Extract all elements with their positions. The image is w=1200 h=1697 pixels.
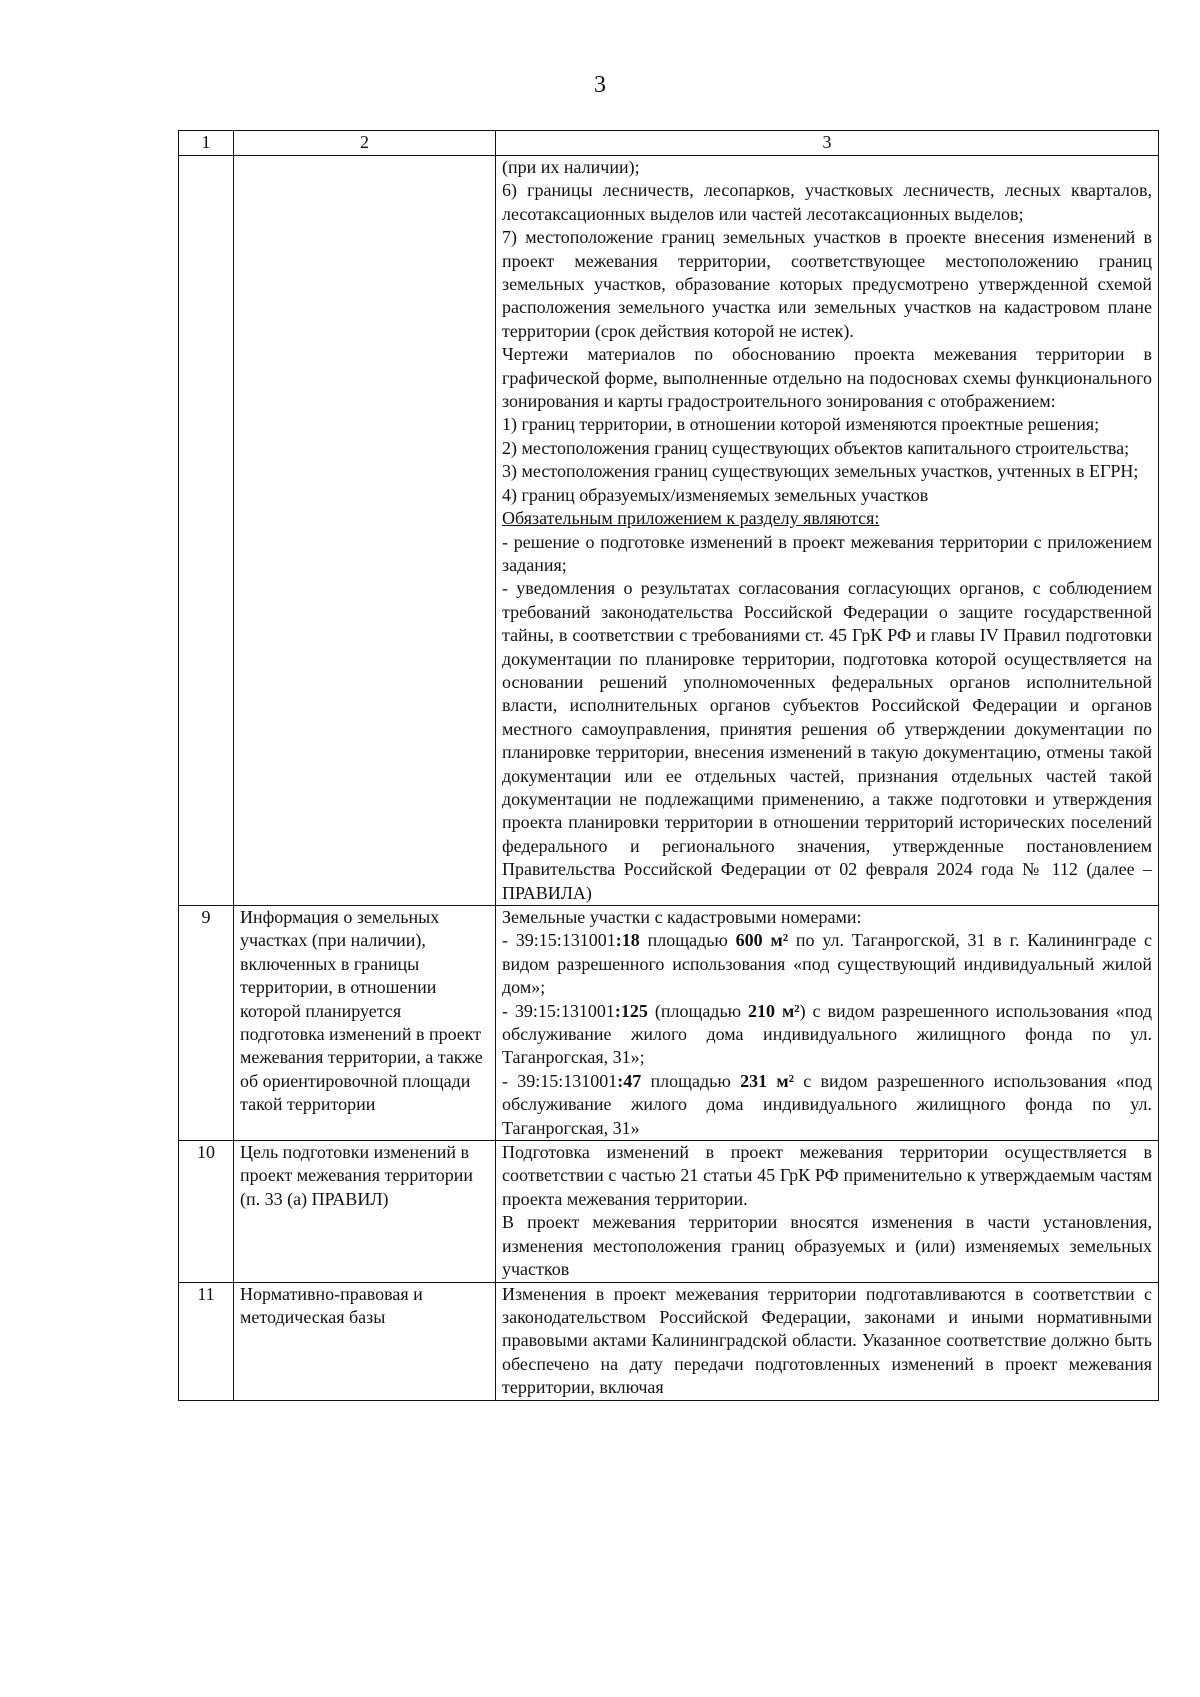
paragraph: 4) границ образуемых/изменяемых земельных участков (502, 484, 929, 505)
land-plot-item: - 39:15:131001:125 (площадью 210 м²) с видом разрешенного использования «под обслуживание жилого дома индивидуального жилищного фонда по ул. Таганрогская, 31»; (502, 1000, 1152, 1068)
paragraph: Земельные участки с кадастровыми номерами: (502, 907, 862, 927)
table-row-continued (179, 156, 1159, 906)
land-plot-item: - 39:15:131001:47 площадью 231 м² с видом разрешенного использования «под обслуживание жилого дома индивидуального жилищного фонда по ул. Таганрогская, 31» (502, 1070, 1153, 1138)
paragraph: (при их наличии); (502, 157, 640, 177)
paragraph: - решение о подготовке изменений в проект межевания территории с приложением задания; (502, 531, 1152, 575)
row-9-content (496, 906, 1159, 1141)
table-row-9 (179, 906, 1159, 1141)
paragraph: В проект межевания территории вносятся изменения в части установления, изменения местоположения границ образуемых и (или) изменяемых земельных участков (502, 1212, 1152, 1280)
header-col-1: 1 (179, 131, 234, 156)
row-10-num: 10 (179, 1141, 234, 1282)
paragraph: - уведомления о результатах согласования согласующих органов, с соблюдением требований законодательства Российской Федерации о защите государственной тайны, в соответствии с требованиями ст. 45 ГрК РФ и главы IV Правил подготовки документации по планировке территории, подготовка которой осуществляется на основании решений уполномоченных федеральных органов исполнительной власти, исполнительных органов субъектов Российской Федерации и органов местного самоуправления, принятия решения об утверждении документации по планировке территории, внесения изменений в такую документацию, отмены такой документации или ее отдельных частей, признания отдельных частей такой документации не подлежащими применению, а также подготовки и утверждения проекта планировки территории в отношении территорий исторических поселений федерального и регионального значения, утвержденные постановлением Правительства Российской Федерации от 02 февраля 2024 года № 112 (далее – ПРАВИЛА) (502, 578, 1152, 903)
land-plot-item: - 39:15:131001:18 площадью 600 м² по ул. Таганрогской, 31 в г. Калининграде с видом разрешенного использования «под существующий индивидуальный жилой дом»; (502, 930, 1152, 998)
row-10-content (496, 1141, 1159, 1282)
header-col-3: 3 (496, 131, 1159, 156)
appendix-heading: Обязательным приложением к разделу являются: (502, 508, 880, 529)
header-col-2: 2 (234, 131, 496, 156)
terms-table (178, 130, 1159, 1401)
row-11-label: Нормативно-правовая и методическая базы (234, 1282, 496, 1400)
table-header-row (179, 131, 1159, 156)
paragraph: Чертежи материалов по обоснованию проекта межевания территории в графической форме, выполненные отдельно на подосновах схемы функционального зонирования и карты градостроительного зонирования с отображением: (502, 344, 1152, 412)
paragraph: 1) границ территории, в отношении которой изменяются проектные решения; (502, 414, 1100, 435)
paragraph: 2) местоположения границ существующих объектов капитального строительства; (502, 437, 1130, 458)
row-continued-content (496, 156, 1159, 906)
row-10-label: Цель подготовки изменений в проект межевания территории (п. 33 (а) ПРАВИЛ) (234, 1141, 496, 1282)
paragraph: Подготовка изменений в проект межевания территории осуществляется в соответствии с частью 21 статьи 45 ГрК РФ применительно к утверждаемым частям проекта межевания территории. (502, 1142, 1152, 1209)
paragraph: Изменения в проект межевания территории подготавливаются в соответствии с законодательством Российской Федерации, законами и иными нормативными правовыми актами Калининградской области. Указанное соответствие должно быть обеспечено на дату передачи подготовленных изменений в проект межевания территории, включая (502, 1283, 1152, 1398)
table-row-10 (179, 1141, 1159, 1282)
page-number: 3 (594, 72, 606, 98)
row-11-num: 11 (179, 1282, 234, 1400)
row-9-label: Информация о земельных участках (при наличии), включенных в границы территории, в отношении которой планируется подготовка изменений в проект межевания территории, а также об ориентировочной площади такой территории (234, 906, 496, 1141)
paragraph: 7) местоположение границ земельных участков в проекте внесения изменений в проект межевания территории, соответствующее местоположению границ земельных участков, образование которых предусмотрено утвержденной схемой расположения земельного участка или земельных участков на кадастровом плане территории (срок действия которой не истек). (502, 227, 1152, 341)
row-continued-label (234, 156, 496, 906)
paragraph: 6) границы лесничеств, лесопарков, участковых лесничеств, лесных кварталов, лесотаксационных выделов или частей лесотаксационных выделов; (502, 180, 1152, 224)
table-row-11 (179, 1282, 1159, 1400)
paragraph: 3) местоположения границ существующих земельных участков, учтенных в ЕГРН; (502, 461, 1139, 482)
row-continued-num (179, 156, 234, 906)
row-9-num: 9 (179, 906, 234, 1141)
row-11-content (496, 1282, 1159, 1400)
